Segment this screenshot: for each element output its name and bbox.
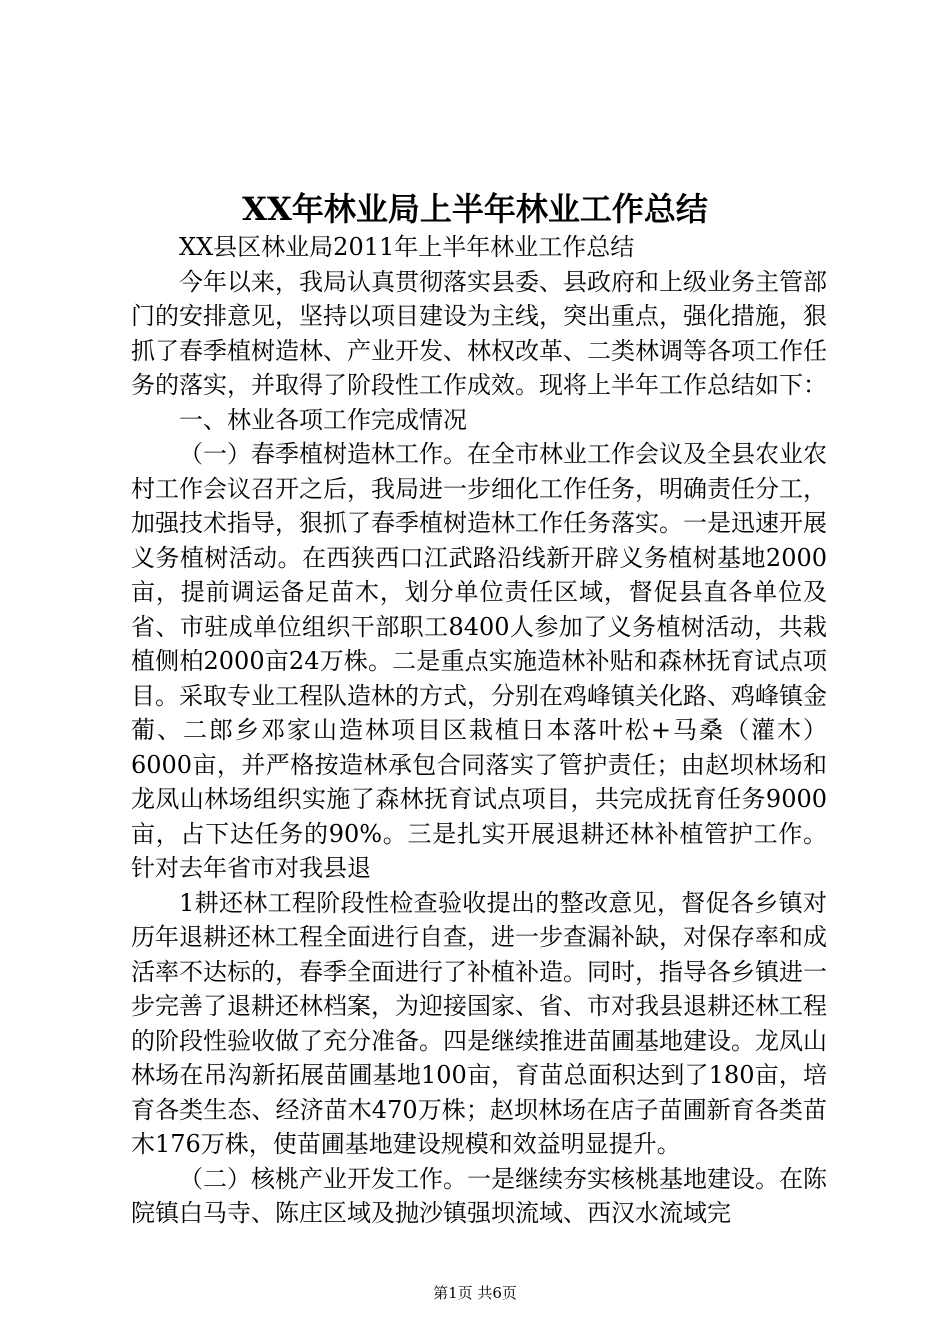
paragraph-subtitle: XX县区林业局2011年上半年林业工作总结 — [179, 233, 635, 261]
document-body — [131, 230, 827, 1231]
paragraph-spring-planting: （一）春季植树造林工作。在全市林业工作会议及全县农业农村工作会议召开之后，我局进一步细化工作任务，明确责任分工，加强技术指导，狠抓了春季植树造林工作任务落实。一是迅速开展义务植树活动。在西狭西口江武路沿线新开辟义务植树基地2000亩，提前调运备足苗木，划分单位责任区域，督促县直各单位及省、市驻成单位组织干部职工8400人参加了义务植树活动，共栽植侧柏2000亩24万株。二是重点实施造林补贴和森林抚育试点项目。采取专业工程队造林的方式，分别在鸡峰镇关化路、鸡峰镇金葡、二郎乡邓家山造林项目区栽植日本落叶松+马桑（灌木）6000亩，并严格按造林承包合同落实了管护责任；由赵坝林场和龙凤山林场组织实施了森林抚育试点项目，共完成抚育任务9000亩，占下达任务的90%。三是扎实开展退耕还林补植管护工作。针对去年省市对我县退 — [131, 440, 827, 882]
paragraph-walnut: （二）核桃产业开发工作。一是继续夯实核桃基地建设。在陈院镇白马寺、陈庄区域及抛沙镇强坝流域、西汉水流域完 — [131, 1164, 827, 1227]
document-title: XX年林业局上半年林业工作总结 — [242, 190, 708, 228]
page-number: 第1页 共6页 — [433, 1284, 517, 1302]
paragraph-reforestation: 1耕还林工程阶段性检查验收提出的整改意见，督促各乡镇对历年退耕还林工程全面进行自查，进一步查漏补缺，对保存率和成活率不达标的，春季全面进行了补植补造。同时，指导各乡镇进一步完善了退耕还林档案，为迎接国家、省、市对我县退耕还林工程的阶段性验收做了充分准备。四是继续推进苗圃基地建设。龙凤山林场在吊沟新拓展苗圃基地100亩，育苗总面积达到了180亩，培育各类生态、经济苗木470万株；赵坝林场在店子苗圃新育各类苗木176万株，使苗圃基地建设规模和效益明显提升。 — [131, 888, 827, 1158]
section-heading: 一、林业各项工作完成情况 — [179, 405, 467, 434]
paragraph-intro: 今年以来，我局认真贯彻落实县委、县政府和上级业务主管部门的安排意见，坚持以项目建设为主线，突出重点，强化措施，狠抓了春季植树造林、产业开发、林权改革、二类林调等各项工作任务的落实，并取得了阶段性工作成效。现将上半年工作总结如下： — [131, 267, 827, 399]
